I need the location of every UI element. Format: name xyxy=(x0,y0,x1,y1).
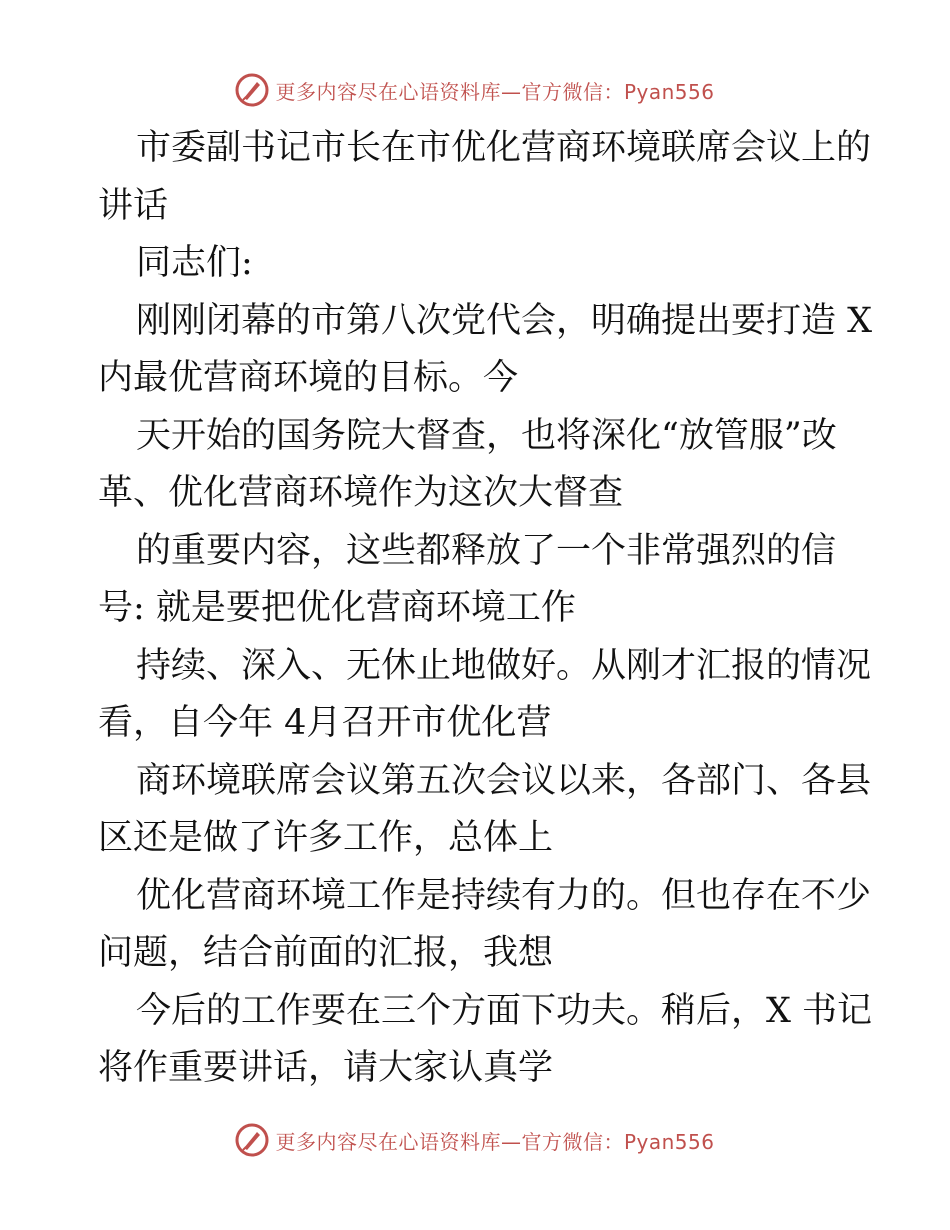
quill-pen-logo-icon xyxy=(235,1123,269,1157)
watermark-text: 更多内容尽在心语资料库—官方微信：Pyan556 xyxy=(275,79,715,104)
title-line-2: 讲话 xyxy=(98,185,169,226)
body-line: 号: 就是要把优化营商环境工作 xyxy=(98,588,576,628)
body-line: 商环境联席会议第五次会议以来，各部门、各县 xyxy=(136,760,872,801)
body-line: 刚刚闭幕的市第八次党代会，明确提出要打造 X xyxy=(136,300,873,341)
body-line: 问题，结合前面的汇报，我想 xyxy=(98,933,554,973)
watermark-header xyxy=(0,70,950,110)
document-body xyxy=(98,120,873,1098)
salutation: 同志们: xyxy=(136,243,253,283)
body-line: 优化营商环境工作是持续有力的。但也存在不少 xyxy=(136,875,872,916)
watermark-text: 更多内容尽在心语资料库—官方微信：Pyan556 xyxy=(275,1129,715,1154)
body-line: 区还是做了许多工作，总体上 xyxy=(98,818,554,858)
body-line: 内最优营商环境的目标。今 xyxy=(98,358,519,398)
body-line: 的重要内容，这些都释放了一个非常强烈的信 xyxy=(136,530,837,571)
watermark-footer xyxy=(0,1120,950,1160)
body-line: 天开始的国务院大督查，也将深化“放管服”改 xyxy=(136,415,837,456)
body-line: 看，自今年 4月召开市优化营 xyxy=(98,703,552,743)
body-line: 将作重要讲话，请大家认真学 xyxy=(98,1048,554,1088)
quill-pen-logo-icon xyxy=(235,73,269,107)
title-line-1: 市委副书记市长在市优化营商环境联席会议上的 xyxy=(136,128,872,168)
body-line: 革、优化营商环境作为这次大督查 xyxy=(98,473,624,513)
body-line: 持续、深入、无休止地做好。从刚才汇报的情况 xyxy=(136,645,872,686)
body-line: 今后的工作要在三个方面下功夫。稍后，X 书记 xyxy=(136,990,873,1031)
